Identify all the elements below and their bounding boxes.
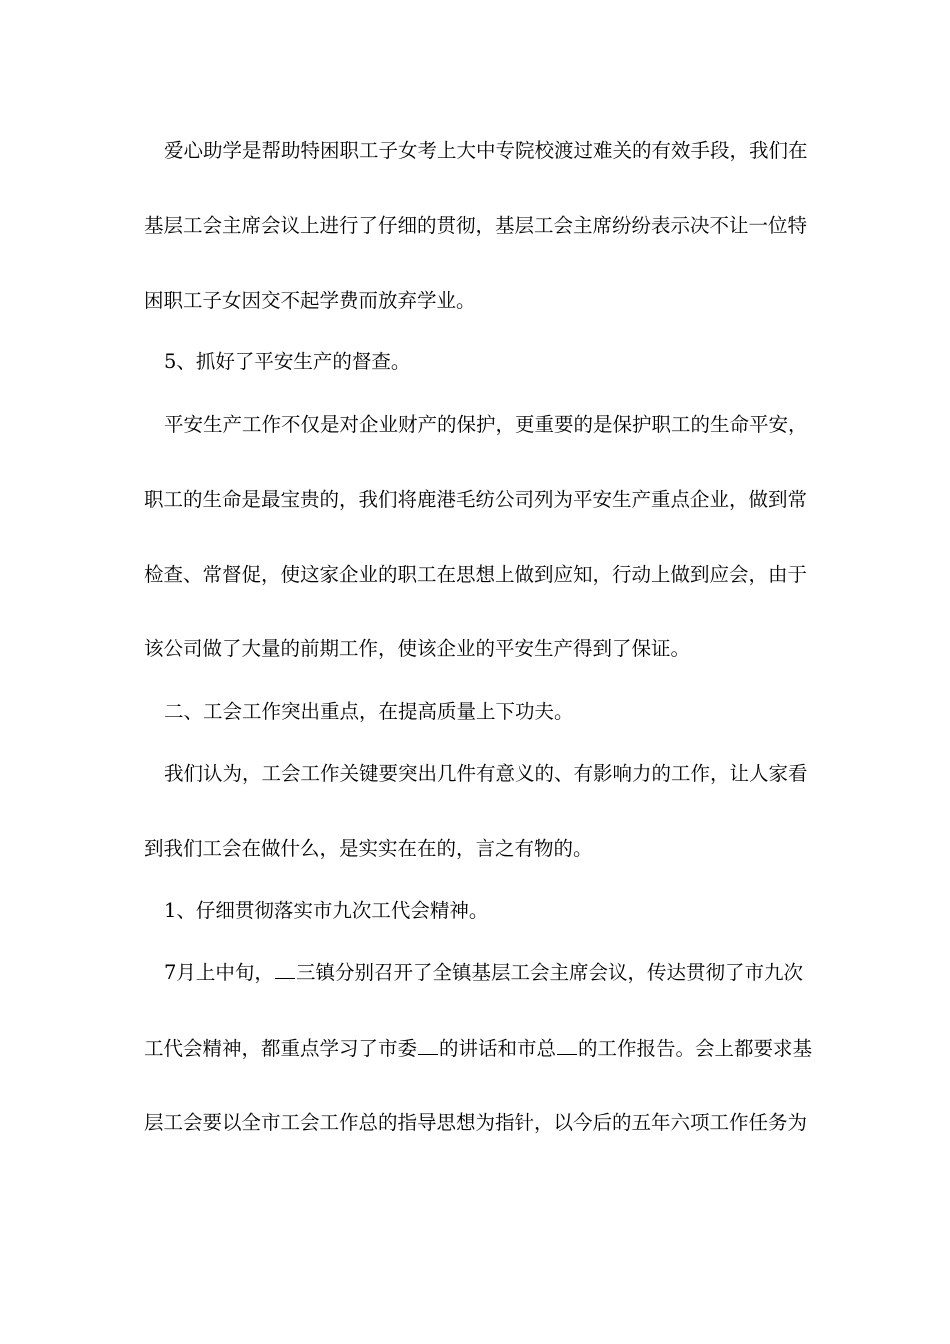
text-run: 月上中旬， (176, 961, 274, 984)
paragraph-line: 到我们工会在做什么，是实实在在的，言之有物的。 (144, 837, 593, 860)
section-heading (164, 896, 824, 926)
month-number: 7 (164, 961, 177, 984)
paragraph-line: 基层工会主席会议上进行了仔细的贯彻，基层工会主席纷纷表示决不让一位特 (144, 214, 808, 237)
paragraph-line: 该公司做了大量的前期工作，使该企业的平安生产得到了保证。 (144, 637, 691, 660)
paragraph-line: 层工会要以全市工会工作总的指导思想为指针，以今后的五年六项工作任务为 (144, 1111, 808, 1134)
heading-text: 、抓好了平安生产的督查。 (176, 350, 411, 373)
section-heading (164, 347, 824, 377)
paragraph-line (144, 1034, 813, 1064)
paragraph-line: 我们认为，工会工作关键要突出几件有意义的、有影响力的工作，让人家看 (164, 762, 808, 785)
paragraph-line: 平安生产工作不仅是对企业财产的保护，更重要的是保护职工的生命平安， (164, 413, 808, 436)
blank-underline (557, 1036, 577, 1055)
paragraph-line: 检查、常督促，使这家企业的职工在思想上做到应知，行动上做到应会，由于 (144, 563, 808, 586)
paragraph-line: 职工的生命是最宝贵的，我们将鹿港毛纺公司列为平安生产重点企业，做到常 (144, 488, 808, 511)
text-run: 三镇分别召开了全镇基层工会主席会议，传达贯彻了市九次 (295, 961, 803, 984)
heading-number: 5 (164, 350, 177, 373)
paragraph-line (164, 958, 824, 988)
text-run: 工代会精神，都重点学习了市委 (144, 1037, 418, 1060)
heading-number: 1 (164, 899, 177, 922)
heading-text: 、仔细贯彻落实市九次工代会精神。 (176, 899, 489, 922)
paragraph-line: 困职工子女因交不起学费而放弃学业。 (144, 289, 476, 312)
paragraph-line: 爱心助学是帮助特困职工子女考上大中专院校渡过难关的有效手段，我们在 (164, 139, 808, 162)
section-heading: 二、工会工作突出重点，在提高质量上下功夫。 (164, 700, 574, 723)
text-run: 的讲话和市总 (439, 1037, 557, 1060)
blank-underline (418, 1036, 438, 1055)
text-run: 的工作报告。会上都要求基 (578, 1037, 813, 1060)
blank-underline (275, 960, 295, 979)
